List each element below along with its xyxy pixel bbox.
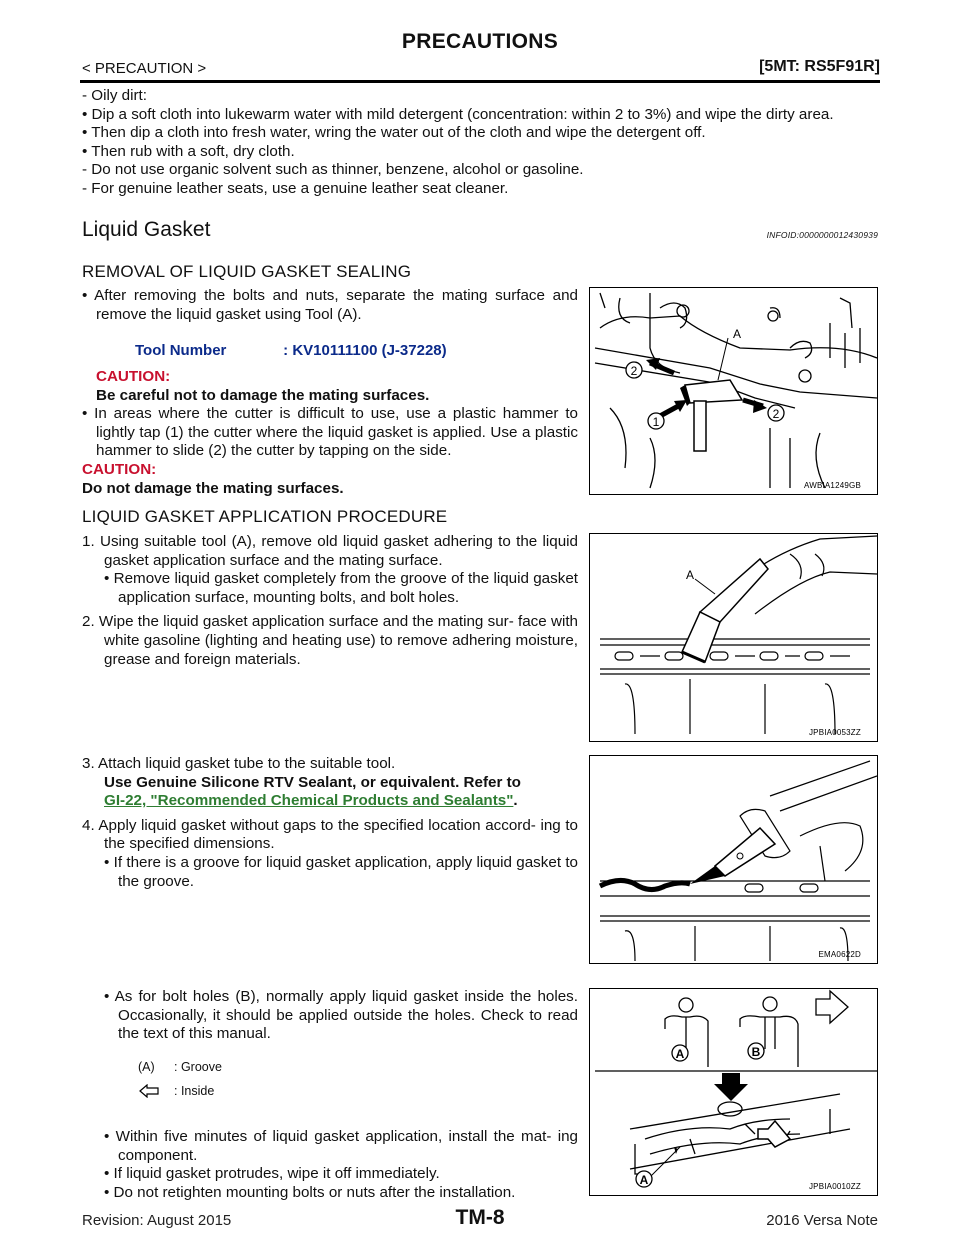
header-rule [80,80,880,83]
callout-a: A [639,1173,649,1187]
page-title: PRECAUTIONS [401,30,559,53]
intro-line: - Oily dirt: [82,87,147,104]
section-title: Liquid Gasket [82,218,211,241]
callout-b: B [751,1045,761,1059]
step-1: 1. Using suitable tool (A), remove old liquid gasket adhering to the liquid gasket application surface and the mating surface. [82,533,578,569]
intro-line: - Do not use organic solvent such as thinner, benzene, alcohol or gasoline. [82,161,584,178]
application-heading: LIQUID GASKET APPLICATION PROCEDURE [82,507,448,526]
callout-2: 2 [630,364,638,378]
figure-remove-gasket [589,533,878,742]
figure-code: JPBIA0053ZZ [808,728,861,737]
step-4: 4. Apply liquid gasket without gaps to the specified location accord- ing to the specified dimensions. [82,816,578,853]
bolt-hole-note: • As for bolt holes (B), normally apply liquid gasket inside the holes. Occasionally, it should be applied outside the holes. Check to read the text of this manual. [104,988,578,1043]
bullet: • Do not retighten mounting bolts or nuts after the installation. [104,1183,516,1201]
step-3-note: Use Genuine Silicone RTV Sealant, or equivalent. Refer to [104,773,521,791]
model-code: [5MT: RS5F91R] [759,58,880,75]
reference-link[interactable]: GI-22, "Recommended Chemical Products and Sealants" [104,792,514,810]
removal-step: • After removing the bolts and nuts, separate the mating surface and remove the liquid gasket using Tool (A). [82,287,578,323]
caution-text: Be careful not to damage the mating surfaces. [96,386,430,404]
step-2: 2. Wipe the liquid gasket application surface and the mating sur- face with white gasoline (lighting and heating use) to remove adhering moisture, grease and foreign materials. [82,613,578,668]
application-holes [82,988,578,1044]
application-bullets [82,1128,578,1202]
tool-label: Tool Number [135,342,227,359]
intro-line: • Then dip a cloth into fresh water, wring the water out of the cloth and wipe the detergent off. [82,124,706,141]
figure-code: AWBIA1249GB [803,481,861,490]
legend-key-a: (A) [138,1060,155,1074]
caution-label: CAUTION: [82,460,157,478]
revision-date: Revision: August 2015 [82,1212,232,1229]
inside-arrow-icon [138,1084,160,1101]
intro-line: • Dip a soft cloth into lukewarm water with mild detergent (concentration: within 2 to 3%) and wipe the dirty area. [82,105,834,123]
step-1-sub: • Remove liquid gasket completely from the groove of the liquid gasket application surface, mounting bolts, and bolt holes. [104,570,578,606]
bullet: • If liquid gasket protrudes, wipe it off immediately. [104,1165,440,1183]
step-3: 3. Attach liquid gasket tube to the suitable tool. [82,755,396,772]
caution-label: CAUTION: [96,368,171,385]
figure-code: EMA0622D [818,950,861,959]
callout-a: A [686,568,695,582]
removal-body [82,368,578,498]
intro-line: • Then rub with a soft, dry cloth. [82,142,295,160]
figure-tool-cutter [589,287,878,495]
figure-code: JPBIA0010ZZ [808,1182,861,1191]
figure-apply-gasket [589,755,878,964]
step-4-sub: • If there is a groove for liquid gasket application, apply liquid gasket to the groove. [104,853,578,890]
legend-groove: : Groove [174,1060,222,1074]
vehicle-model: 2016 Versa Note [766,1212,878,1229]
figure-bolt-holes [589,988,878,1196]
step-3-ref: GI-22, "Recommended Chemical Products and Sealants". [104,792,518,810]
application-steps-1-2 [82,533,578,669]
caution-text: Do not damage the mating surfaces. [82,479,344,497]
callout-a: A [675,1047,685,1061]
callout-a: A [733,327,742,341]
application-steps-3-4 [82,755,578,891]
tool-number [135,342,447,359]
tool-value: : KV10111100 (J-37228) [283,342,447,359]
removal-step: • In areas where the cutter is difficult to use, use a plastic hammer to lightly tap (1) the cutter where the liquid gasket is applied. Use a plastic hammer to slide (2) the cutter by tapping on the side. [82,405,578,460]
page-number: TM-8 [455,1206,505,1229]
bullet: • Within five minutes of liquid gasket application, install the mat- ing component. [104,1128,578,1164]
intro-line: - For genuine leather seats, use a genuine leather seat cleaner. [82,179,509,197]
breadcrumb: < PRECAUTION > [82,60,207,77]
legend-inside: : Inside [174,1084,215,1098]
removal-heading: REMOVAL OF LIQUID GASKET SEALING [82,262,412,281]
info-id: INFOID:0000000012430939 [766,230,878,240]
callout-1: 1 [652,415,660,429]
removal-p1 [82,287,578,324]
intro-text [82,87,878,198]
callout-2: 2 [772,407,780,421]
